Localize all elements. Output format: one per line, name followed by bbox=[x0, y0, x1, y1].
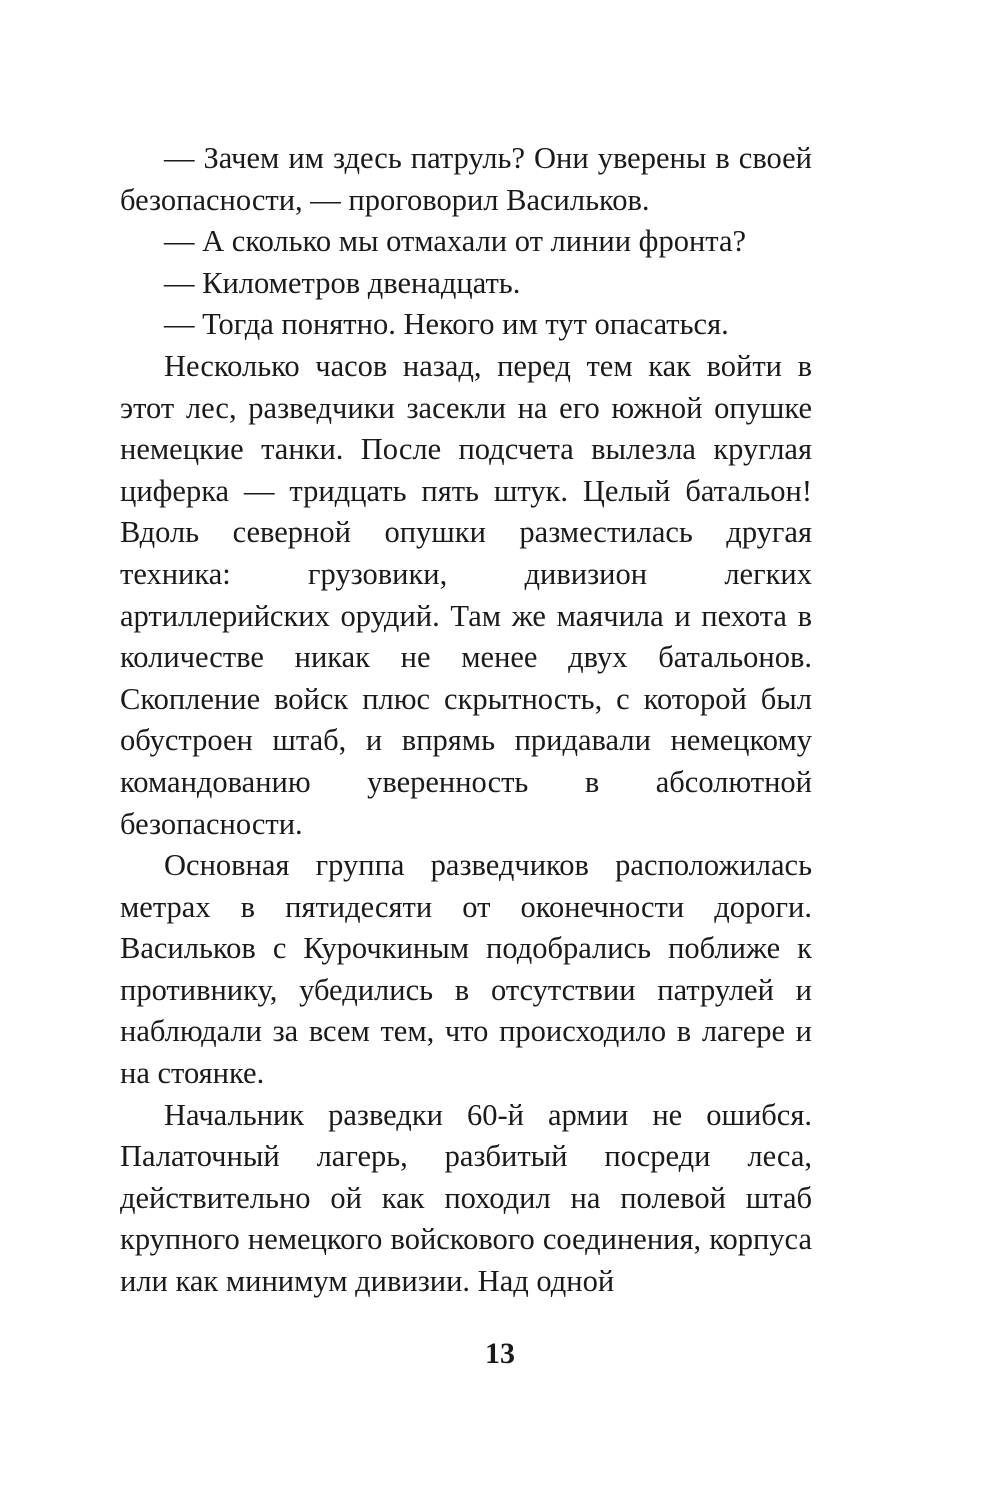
paragraph-5: Несколько часов назад, перед тем как войти в этот лес, разведчики засекли на его южной опушке немецкие танки. После подсчета вылезла круглая циферка — тридцать пять штук. Целый батальон! Вдоль северной опушки разместилась другая техника: грузовики, дивизион легких артиллерийских орудий. Там же маячила и пехота в количестве никак не менее двух батальонов. Скопление войск плюс скрытность, с которой был обустроен штаб, и впрямь придавали немецкому командованию уверенность в абсолютной безопасности. bbox=[120, 348, 812, 841]
paragraph-7: Начальник разведки 60-й армии не ошибся. Палаточный лагерь, разбитый посреди леса, действительно ой как походил на полевой штаб крупного немецкого войскового соединения, корпуса или как минимум дивизии. Над одной bbox=[120, 1097, 812, 1299]
paragraph-6: Основная группа разведчиков расположилась метрах в пятидесяти от оконечности дороги. Васильков с Курочкиным подобрались поближе к противнику, убедились в отсутствии патрулей и наблюдали за всем тем, что происходило в лагере и на стоянке. bbox=[120, 848, 812, 1091]
paragraph-4: — Тогда понятно. Некого им тут опасаться. bbox=[164, 307, 729, 342]
paragraph-2: — А сколько мы отмахали от линии фронта? bbox=[164, 224, 747, 259]
page-number: 13 bbox=[485, 1337, 515, 1370]
paragraph-3: — Километров двенадцать. bbox=[164, 265, 521, 300]
paragraph-1: — Зачем им здесь патруль? Они уверены в своей безопасности, — проговорил Васильков. bbox=[120, 141, 812, 217]
page-body bbox=[120, 138, 812, 1303]
